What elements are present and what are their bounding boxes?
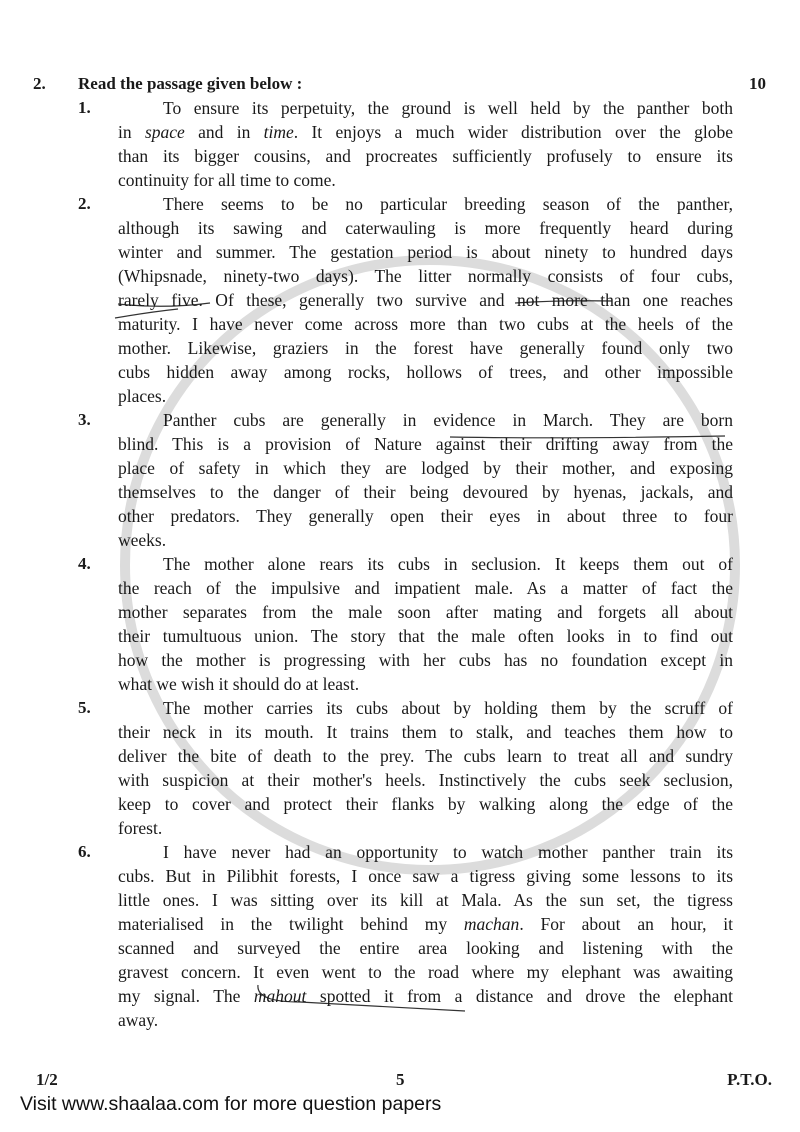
passage-line <box>118 984 733 1008</box>
text-segment: other predators. They generally open their eyes in about three to four <box>118 506 733 526</box>
text-segment: cubs hidden away among rocks, hollows of trees, and other impossible <box>118 362 733 382</box>
passage-line <box>118 504 733 528</box>
passage-line <box>118 216 733 240</box>
passage <box>78 96 733 1032</box>
text-segment: mother. Likewise, graziers in the forest have generally found only two <box>118 338 733 358</box>
text-segment: The mother alone rears its cubs in seclusion. It keeps them out of <box>163 554 733 574</box>
footer-code: 1/2 <box>36 1070 58 1089</box>
passage-line <box>163 552 733 576</box>
text-segment: I have never had an opportunity to watch mother panther train its <box>163 842 733 862</box>
text-segment: with suspicion at their mother's heels. Instinctively the cubs seek seclusion, <box>118 770 733 790</box>
text-segment: than its bigger cousins, and procreates sufficiently profusely to ensure its <box>118 146 733 166</box>
text-segment: continuity for all time to come. <box>118 170 336 190</box>
passage-line <box>118 240 733 264</box>
text-segment: (Whipsnade, ninety-two days). The litter normally consists of four cubs, <box>118 266 733 286</box>
text-segment: spotted it from a distance and drove the elephant <box>306 986 733 1006</box>
passage-line <box>118 360 733 384</box>
text-segment: rarely five. Of these, generally two survive and not more than one reaches <box>118 290 733 310</box>
text-segment: how the mother is progressing with her cubs has no foundation except in <box>118 650 733 670</box>
paragraph <box>78 96 733 192</box>
text-segment: the reach of the impulsive and impatient male. As a matter of fact the <box>118 578 733 598</box>
italic-term: mahout <box>253 986 307 1006</box>
passage-line <box>118 432 733 456</box>
passage-line <box>118 912 733 936</box>
paragraph-number: 2. <box>78 194 91 213</box>
passage-line <box>163 696 733 720</box>
question-marks: 10 <box>749 74 766 93</box>
paragraph-number: 1. <box>78 98 91 117</box>
pto-label: P.T.O. <box>727 1070 772 1089</box>
passage-line <box>118 576 733 600</box>
text-segment: winter and summer. The gestation period is about ninety to hundred days <box>118 242 733 262</box>
passage-line <box>118 744 733 768</box>
question-heading: Read the passage given below : <box>78 74 303 93</box>
passage-line <box>118 288 733 312</box>
text-segment: themselves to the danger of their being devoured by hyenas, jackals, and <box>118 482 733 502</box>
passage-line <box>118 864 733 888</box>
visit-link[interactable]: Visit www.shaalaa.com for more question papers <box>20 1093 442 1115</box>
text-segment: maturity. I have never come across more than two cubs at the heels of the <box>118 314 733 334</box>
paragraph-number: 5. <box>78 698 91 717</box>
paragraph <box>78 552 733 696</box>
passage-line <box>118 888 733 912</box>
paragraph-number: 6. <box>78 842 91 861</box>
text-segment: materialised in the twilight behind my <box>118 914 464 934</box>
italic-term: space <box>144 122 185 142</box>
text-segment: scanned and surveyed the entire area looking and listening with the <box>118 938 733 958</box>
page-number: 5 <box>396 1070 405 1089</box>
passage-line <box>118 600 733 624</box>
passage-line <box>163 192 733 216</box>
passage-line <box>118 120 733 144</box>
text-segment: although its sawing and caterwauling is more frequently heard during <box>118 218 733 238</box>
passage-line <box>118 264 733 288</box>
paragraph <box>78 840 733 1032</box>
passage-line <box>118 768 733 792</box>
passage-line <box>118 648 733 672</box>
passage-line <box>118 168 733 192</box>
question-number: 2. <box>33 74 46 93</box>
passage-line <box>163 840 733 864</box>
text-segment: and in <box>184 122 264 142</box>
passage-line <box>118 816 733 840</box>
passage-line <box>163 96 733 120</box>
passage-line <box>118 672 733 696</box>
text-segment: Panther cubs are generally in evidence in March. They are born <box>163 410 733 430</box>
passage-line <box>118 720 733 744</box>
passage-line <box>163 408 733 432</box>
text-segment: weeks. <box>118 530 167 550</box>
passage-line <box>118 336 733 360</box>
passage-line <box>118 456 733 480</box>
italic-term: machan <box>463 914 520 934</box>
paragraph-number: 4. <box>78 554 91 573</box>
passage-line <box>118 384 733 408</box>
passage-line <box>118 624 733 648</box>
text-segment: forest. <box>118 818 163 838</box>
text-segment: place of safety in which they are lodged by their mother, and exposing <box>118 458 733 478</box>
text-segment: deliver the bite of death to the prey. The cubs learn to treat all and sundry <box>118 746 733 766</box>
text-segment: There seems to be no particular breeding season of the panther, <box>163 194 733 214</box>
text-segment: keep to cover and protect their flanks by walking along the edge of the <box>118 794 733 814</box>
paragraph <box>78 192 733 408</box>
paragraph-number: 3. <box>78 410 91 429</box>
text-segment: their neck in its mouth. It trains them to stalk, and teaches them how to <box>118 722 733 742</box>
text-segment: blind. This is a provision of Nature against their drifting away from the <box>118 434 733 454</box>
text-segment: little ones. I was sitting over its kill at Mala. As the sun set, the tigress <box>118 890 733 910</box>
text-segment: . It enjoys a much wider distribution over the globe <box>293 122 733 142</box>
text-segment: mother separates from the male soon after mating and forgets all about <box>118 602 733 622</box>
passage-line <box>118 528 733 552</box>
passage-line <box>118 480 733 504</box>
italic-term: time <box>263 122 294 142</box>
passage-line <box>118 1008 733 1032</box>
passage-line <box>118 144 733 168</box>
text-segment: my signal. The <box>118 986 254 1006</box>
paragraph <box>78 408 733 552</box>
text-segment: what we wish it should do at least. <box>118 674 360 694</box>
text-segment: in <box>118 122 145 142</box>
passage-line <box>118 960 733 984</box>
text-segment: To ensure its perpetuity, the ground is well held by the panther both <box>163 98 733 118</box>
passage-line <box>118 312 733 336</box>
passage-line <box>118 936 733 960</box>
text-segment: their tumultuous union. The story that the male often looks in to find out <box>118 626 733 646</box>
text-segment: away. <box>118 1010 159 1030</box>
passage-line <box>118 792 733 816</box>
text-segment: places. <box>118 386 167 406</box>
text-segment: The mother carries its cubs about by holding them by the scruff of <box>163 698 733 718</box>
text-segment: . For about an hour, it <box>519 914 733 934</box>
text-segment: cubs. But in Pilibhit forests, I once saw a tigress giving some lessons to its <box>118 866 733 886</box>
text-segment: gravest concern. It even went to the road where my elephant was awaiting <box>118 962 733 982</box>
paragraph <box>78 696 733 840</box>
